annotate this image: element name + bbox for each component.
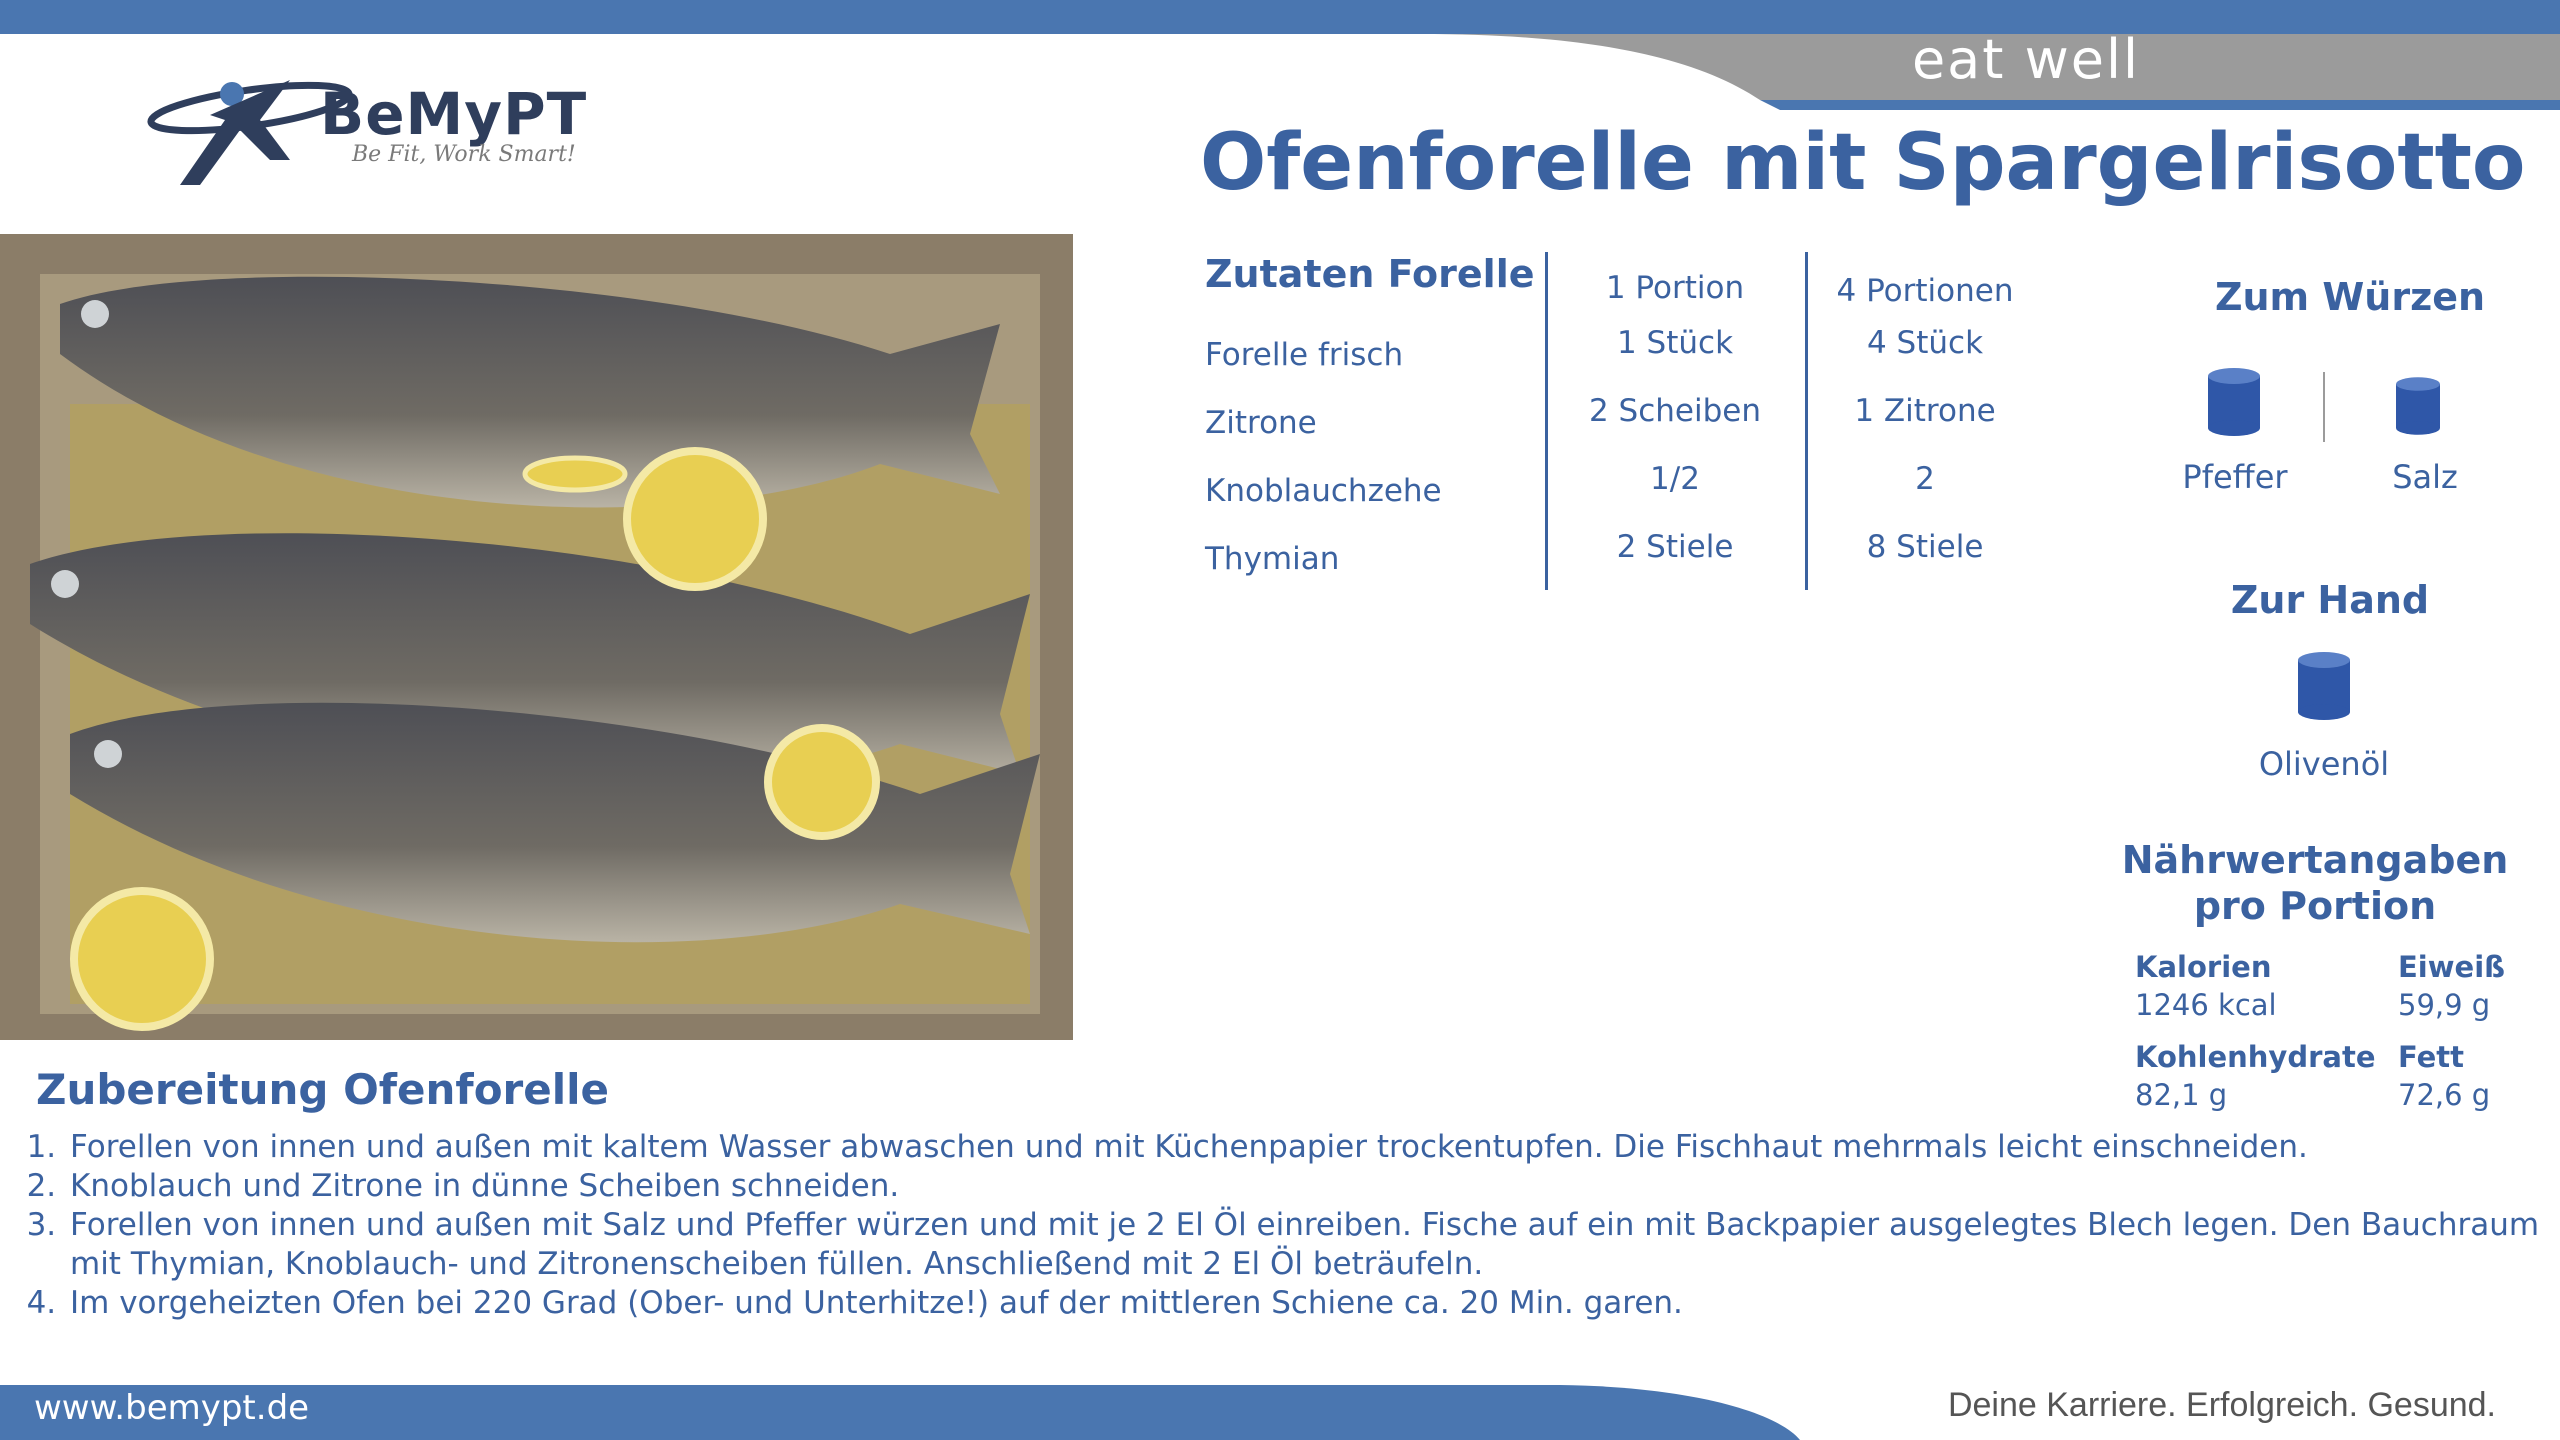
seasoning-label-pepper: Pfeffer: [2182, 458, 2288, 496]
preparation-step: 4. Im vorgeheizten Ofen bei 220 Grad (Ober- und Unterhitze!) auf der mittleren Schiene ca. 20 Min. garen.: [66, 1284, 2546, 1323]
recipe-title: Ofenforelle mit Spargelrisotto: [1200, 118, 2526, 208]
nutrition-header-line2: pro Portion: [2193, 884, 2437, 928]
portion-1-header: 1 Portion: [1605, 270, 1745, 306]
eat-well-tagline: eat well: [1911, 28, 2140, 91]
ingredient-name: Forelle frisch: [1205, 337, 1404, 373]
brand-slogan: Be Fit, Work Smart!: [352, 142, 576, 167]
nutrition-value-carbs: 82,1 g: [2135, 1078, 2228, 1112]
portion-4-amount: 4 Stück: [1866, 325, 1984, 361]
nutrition-label-carbs: Kohlenhydrate: [2135, 1040, 2376, 1074]
portion-4-amount: 1 Zitrone: [1854, 393, 1996, 429]
ingredient-name: Thymian: [1205, 541, 1340, 577]
column-divider: [1545, 252, 1548, 590]
nutrition-label-fat: Fett: [2398, 1040, 2465, 1074]
salt-can-icon: [2396, 372, 2440, 440]
portion-1-amount: 2 Stiele: [1616, 529, 1734, 565]
preparation-steps: [16, 1128, 2546, 1323]
seasoning-label-salt: Salz: [2392, 458, 2458, 496]
olive-oil-can-icon: [2298, 652, 2350, 720]
nutrition-value-calories: 1246 kcal: [2135, 988, 2277, 1022]
footer-website-link[interactable]: www.bemypt.de: [34, 1388, 310, 1428]
nutrition-label-calories: Kalorien: [2135, 950, 2272, 984]
nutrition-value-fat: 72,6 g: [2398, 1078, 2491, 1112]
portion-4-amount: 8 Stiele: [1866, 529, 1984, 565]
at-hand-label-olive-oil: Olivenöl: [2258, 745, 2390, 783]
nutrition-label-protein: Eiweiß: [2398, 950, 2506, 984]
portion-1-amount: 1/2: [1650, 461, 1700, 497]
footer-slogan: Deine Karriere. Erfolgreich. Gesund.: [1947, 1386, 2496, 1424]
ingredient-name: Knoblauchzehe: [1205, 473, 1442, 509]
pepper-can-icon: [2208, 368, 2260, 436]
preparation-step: 1. Forellen von innen und außen mit kaltem Wasser abwaschen und mit Küchenpapier trockentupfen. Die Fischhaut mehrmals leicht einschneiden.: [66, 1128, 2546, 1167]
ingredients-header: Zutaten Forelle: [1205, 252, 1535, 296]
at-hand-header: Zur Hand: [2230, 578, 2430, 622]
preparation-step: 3. Forellen von innen und außen mit Salz und Pfeffer würzen und mit je 2 El Öl einreiben. Fische auf ein mit Backpapier ausgelegtes Blech legen. Den Bauchraum mit Thymian, Knoblauch- und Zitronenscheiben füllen. Anschließend mit 2 El Öl beträufeln.: [66, 1206, 2546, 1284]
portion-4-amount: 2: [1915, 461, 1935, 497]
column-divider: [1805, 252, 1808, 590]
nutrition-header-line1: Nährwertangaben: [2121, 838, 2509, 882]
portion-1-amount: 1 Stück: [1616, 325, 1734, 361]
seasoning-divider: [2323, 372, 2325, 442]
seasoning-header: Zum Würzen: [2214, 275, 2486, 319]
brand-name: BeMyPT: [320, 80, 588, 148]
ingredient-name: Zitrone: [1205, 405, 1317, 441]
portion-1-amount: 2 Scheiben: [1588, 393, 1762, 429]
nutrition-value-protein: 59,9 g: [2398, 988, 2491, 1022]
portion-4-header: 4 Portionen: [1836, 273, 2014, 309]
preparation-step: 2. Knoblauch und Zitrone in dünne Scheiben schneiden.: [66, 1167, 2546, 1206]
baked-trout-photo: [0, 234, 1073, 1040]
preparation-title: Zubereitung Ofenforelle: [36, 1065, 610, 1114]
